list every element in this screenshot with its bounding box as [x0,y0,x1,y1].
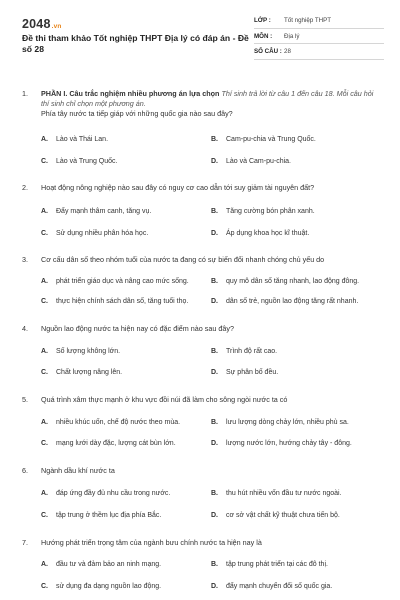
option-text: Lào và Thái Lan. [56,136,109,143]
meta-key: LỚP : [254,17,271,24]
option-c[interactable] [41,511,161,521]
option-b[interactable] [211,207,315,217]
option-c[interactable] [41,582,161,592]
option-text: Áp dụng khoa học kĩ thuật. [226,230,310,237]
option-b[interactable] [211,418,349,428]
document-title: Đề thi tham khảo Tốt nghiệp THPT Địa lý có đáp án - Đề số 28 [22,33,249,54]
part-instruction: Thí sinh trả lời từ câu 1 đến câu 18. Mỗi câu hỏi thí sinh chỉ chọn một phương án. [41,89,374,108]
option-text: sử dụng đa dạng nguồn lao động. [56,583,162,590]
option-letter: D. [211,512,218,519]
option-letter: D. [211,440,218,447]
option-text: Cam-pu-chia và Trung Quốc. [226,136,316,143]
option-d[interactable] [211,582,332,592]
option-a[interactable] [41,560,161,570]
option-letter: B. [211,348,218,355]
meta-value: Địa lý [284,32,300,40]
question-text: Cơ cấu dân số theo nhóm tuổi của nước ta đang có sự biến đổi nhanh chóng chủ yếu do [41,255,325,264]
option-letter: D. [211,298,218,305]
option-letter: D. [211,369,218,376]
option-text: lượng nước lớn, hướng chảy tây - đông. [226,440,352,447]
option-letter: A. [41,278,48,285]
option-letter: C. [41,440,48,447]
option-text: Đẩy mạnh thâm canh, tăng vụ. [56,208,152,215]
question-3 [22,255,382,265]
option-a[interactable] [41,418,180,428]
option-a[interactable] [41,135,108,145]
meta-value: Tốt nghiệp THPT [284,17,332,24]
question-number: 5. [22,395,28,404]
question-number: 4. [22,324,28,333]
option-b[interactable] [211,560,328,570]
question-number: 1. [22,89,28,98]
option-letter: B. [211,490,218,497]
option-c[interactable] [41,439,176,449]
part-title: PHẦN I. Câu trắc nghiệm nhiều phương án lựa chọn [41,89,220,98]
option-d[interactable] [211,439,352,449]
option-letter: D. [211,583,218,590]
option-b[interactable] [211,347,277,357]
meta-row-count [254,44,384,60]
option-letter: B. [211,278,218,285]
option-text: tập trung ở thềm lục địa phía Bắc. [56,512,162,519]
option-text: Sự phân bố đều. [226,369,279,376]
option-text: đầu tư và đảm bảo an ninh mạng. [56,561,162,568]
option-text: Sử dụng nhiều phân hóa học. [56,230,149,237]
option-letter: B. [211,208,218,215]
option-text: dân số trẻ, nguồn lao động tăng rất nhanh. [226,298,359,305]
question-number: 2. [22,183,28,192]
meta-row-class [254,13,384,29]
option-text: Lào và Trung Quốc. [56,158,118,165]
meta-key: MÔN : [254,32,273,40]
meta-row-subject [254,29,384,45]
option-b[interactable] [211,489,342,499]
option-d[interactable] [211,368,278,378]
option-text: mạng lưới dày đặc, lượng cát bùn lớn. [56,440,176,447]
option-letter: A. [41,348,48,355]
option-letter: B. [211,419,218,426]
option-d[interactable] [211,229,309,239]
site-logo[interactable] [22,17,62,31]
option-letter: A. [41,561,48,568]
option-a[interactable] [41,207,151,217]
option-letter: A. [41,208,48,215]
question-text: Ngành dầu khí nước ta [41,466,115,475]
option-text: nhiều khúc uốn, chế độ nước theo mùa. [56,419,181,426]
option-letter: D. [211,230,218,237]
option-text: đáp ứng đầy đủ nhu cầu trong nước. [56,490,171,497]
logo-main-text: 2048 [22,17,51,31]
option-a[interactable] [41,277,189,287]
option-letter: D. [211,158,218,165]
option-c[interactable] [41,368,122,378]
option-b[interactable] [211,135,316,145]
option-text: tập trung phát triển tại các đô thị. [226,561,328,568]
option-letter: C. [41,512,48,519]
option-letter: A. [41,419,48,426]
option-d[interactable] [211,511,340,521]
option-text: thu hút nhiều vốn đầu tư nước ngoài. [226,490,342,497]
logo-tld-text: .vn [51,23,62,30]
question-2 [22,183,382,193]
option-letter: A. [41,490,48,497]
meta-key: SỐ CÂU : [254,48,282,55]
option-d[interactable] [211,297,358,307]
part-1-heading [41,89,382,109]
question-number: 6. [22,466,28,475]
option-text: quy mô dân số tăng nhanh, lao động đông. [226,278,360,285]
question-4 [22,324,382,334]
meta-value: 28 [284,48,291,55]
question-text: Quá trình xâm thực mạnh ở khu vực đồi núi đã làm cho sông ngòi nước ta có [41,395,288,404]
option-text: đẩy mạnh chuyển đổi số quốc gia. [226,583,333,590]
option-text: lưu lượng dòng chảy lớn, nhiều phù sa. [226,419,349,426]
question-number: 7. [22,538,28,547]
question-text: Hoạt động nông nghiệp nào sau đây có nguy cơ cao dẫn tới suy giảm tài nguyên đất? [41,183,315,192]
option-letter: C. [41,583,48,590]
option-c[interactable] [41,297,188,307]
question-6 [22,466,382,476]
option-letter: B. [211,561,218,568]
question-1 [22,89,382,119]
option-letter: C. [41,158,48,165]
header [0,0,400,80]
meta-table [254,13,384,60]
question-7 [22,538,382,548]
option-text: Số lượng không lớn. [56,348,121,355]
option-letter: A. [41,136,48,143]
option-text: thực hiện chính sách dân số, tăng tuổi thọ. [56,298,189,305]
option-letter: C. [41,369,48,376]
option-text: Trình độ rất cao. [226,348,278,355]
option-letter: C. [41,298,48,305]
option-letter: B. [211,136,218,143]
option-text: Lào và Cam-pu-chia. [226,158,291,165]
option-b[interactable] [211,277,359,287]
option-letter: C. [41,230,48,237]
option-a[interactable] [41,347,120,357]
question-5 [22,395,382,405]
question-text: Nguồn lao động nước ta hiện nay có đặc điểm nào sau đây? [41,324,234,333]
option-text: Tăng cường bón phân xanh. [226,208,315,215]
question-text: Phía tây nước ta tiếp giáp với những quốc gia nào sau đây? [41,109,233,118]
option-text: cơ sở vật chất kỹ thuật chưa tiến bộ. [226,512,340,519]
question-text: Hướng phát triển trọng tâm của ngành bưu chính nước ta hiện nay là [41,538,262,547]
option-d[interactable] [211,157,291,167]
question-number: 3. [22,255,28,264]
option-text: Chất lượng nâng lên. [56,369,123,376]
option-c[interactable] [41,157,117,167]
option-c[interactable] [41,229,148,239]
option-a[interactable] [41,489,170,499]
option-text: phát triển giáo dục và nâng cao mức sống. [56,278,189,285]
